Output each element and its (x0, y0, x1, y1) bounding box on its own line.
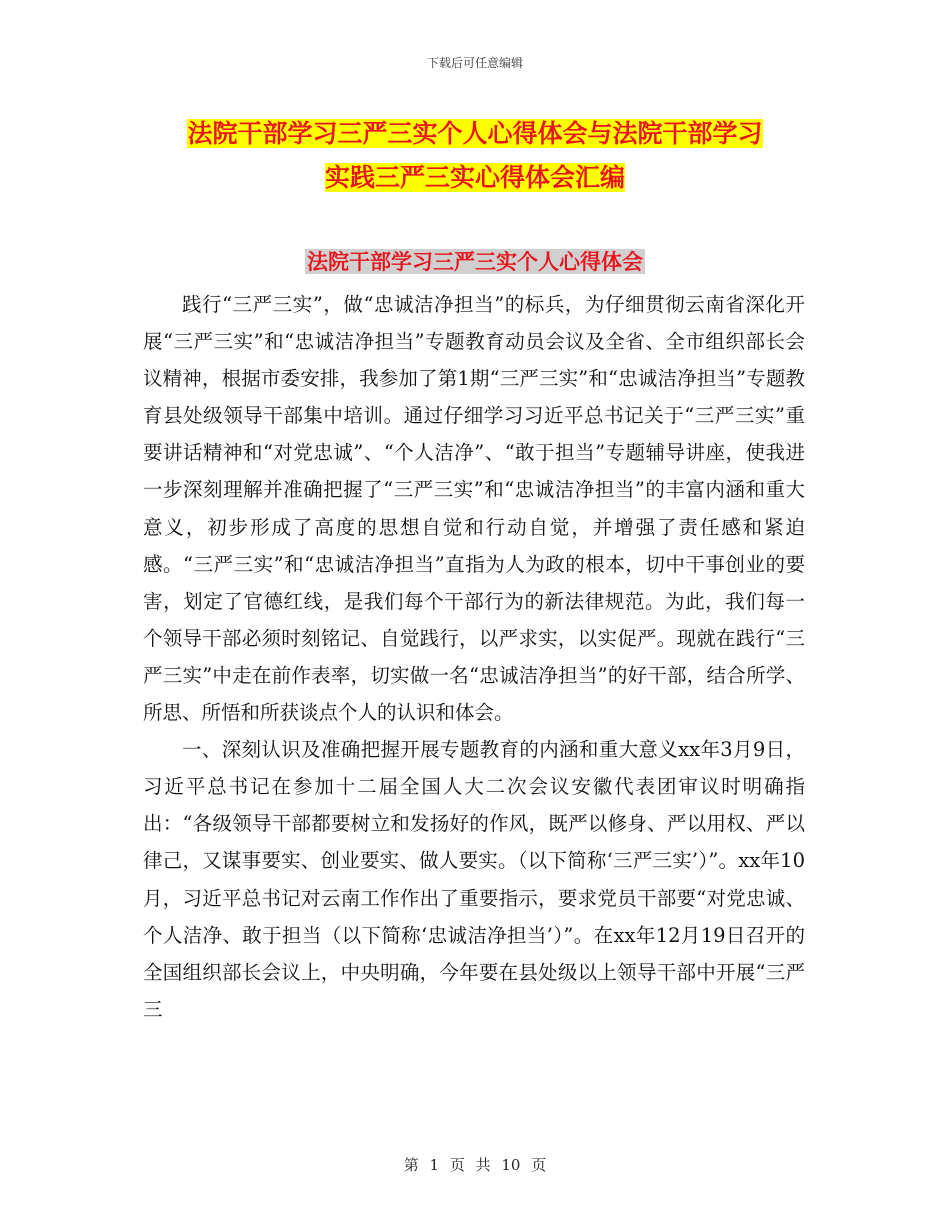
section-title-text: 法院干部学习三严三实个人心得体会 (307, 249, 643, 274)
paragraph-intro: 践行“三严三实”，做“忠诚洁净担当”的标兵，为仔细贯彻云南省深化开展“三严三实”和“忠诚洁净担当”专题教育动员会议及全省、全市组织部长会议精神，根据市委安排，我参加了第1期“三严三实”和“忠诚洁净担当”专题教育县处级领导干部集中培训。通过仔细学习习近平总书记关于“三严三实”重要讲话精神和“对党忠诚”、“个人洁净”、“敢于担当”专题辅导讲座，使我进一步深刻理解并准确把握了“三严三实”和“忠诚洁净担当”的丰富内涵和重大意义，初步形成了高度的思想自觉和行动自觉，并增强了责任感和紧迫感。“三严三实”和“忠诚洁净担当”直指为人为政的根本，切中干事创业的要害，划定了官德红线，是我们每个干部行为的新法律规范。为此，我们每一个领导干部必须时刻铭记、自觉践行，以严求实，以实促严。现就在践行“三严三实”中走在前作表率，切实做一名“忠诚洁净担当”的好干部，结合所学、所思、所悟和所获谈点个人的认识和体会。 (143, 293, 805, 725)
document-title (150, 112, 800, 200)
document-title-line-2: 实践三严三实心得体会汇编 (324, 163, 625, 192)
body-text (143, 286, 805, 1028)
section-title (0, 246, 950, 276)
paragraph-section-one: 一、深刻认识及准确把握开展专题教育的内涵和重大意义xx年3月9日，习近平总书记在参加十二届全国人大二次会议安徽代表团审议时明确指出：“各级领导干部都要树立和发扬好的作风，既严以修身、严以用权、严以律己，又谋事要实、创业要实、做人要实。（以下简称‘三严三实’）”。xx年10月，习近平总书记对云南工作作出了重要指示，要求党员干部要“对党忠诚、个人洁净、敢于担当（以下简称‘忠诚洁净担当’）”。在xx年12月19日召开的全国组织部长会议上，中央明确，今年要在县处级以上领导干部中开展“三严三 (143, 738, 805, 1021)
page-number-footer: 第 1 页 共 10 页 (403, 1156, 547, 1174)
page-header-note: 下载后可任意编辑 (426, 56, 523, 70)
document-title-line-1: 法院干部学习三严三实个人心得体会与法院干部学习 (187, 119, 763, 148)
